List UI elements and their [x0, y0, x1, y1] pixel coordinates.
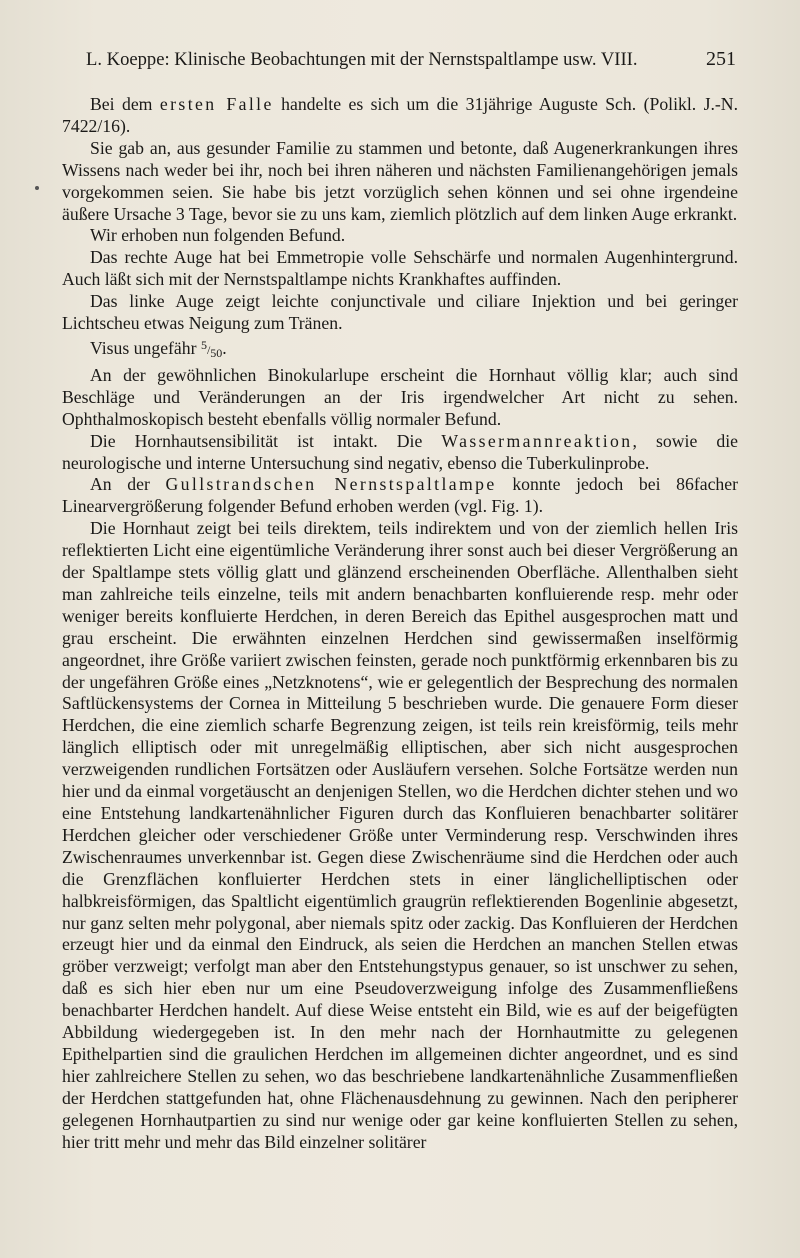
margin-mark: [35, 186, 39, 190]
text-run: .: [222, 337, 227, 358]
body-text: [62, 94, 738, 1154]
page-number: 251: [706, 48, 736, 70]
paragraph-cornea-description: Die Hornhaut zeigt bei teils direktem, teils indirektem und von der ziemlich hellen Iris reflektierten Licht eine eigentümliche Veränderung ihrer sonst auch bei dieser Vergrößerung an der Spaltlampe stets völlig glatt und glänzend erscheinenden Oberfläche. Allenthalben sieht man zahlreiche teils einzelne, teils mit andern benachbarten konfluierende resp. mehr oder weniger bereits konfluierte Herdchen, in deren Bereich das Epithel ausgesprochen matt und grau erscheint. Die erwähnten einzelnen Herdchen sind gewissermaßen inselförmig angeordnet, ihre Größe variiert zwischen feinsten, gerade noch punktförmig erkennbaren bis zu der ungefähren Größe eines „Netzknotens“, wie er gelegentlich der Besprechung des normalen Saftlückensystems der Cornea in Mitteilung 5 beschrieben wurde. Die genauere Form dieser Herdchen, die eine ziemlich scharfe Begrenzung zeigen, ist teils rein kreisförmig, teils mehr länglich elliptisch oder mit unregelmäßig elliptischen, aber sich nicht ausgesprochen verzweigenden rundlichen Fortsätzen oder Ausläufern versehen. Solche Fortsätze werden nun hier und da einmal vorgetäuscht an denjenigen Stellen, wo die Herdchen dichter stehen und wo eine Entstehung landkartenähnlicher Figuren durch das Konfluieren benachbarter solitärer Herdchen gleicher oder verschiedener Größe unter Verminderung resp. Verschwinden ihres Zwischenraumes unverkennbar ist. Gegen diese Zwischenräume sind die Herdchen oder auch die Grenzflächen konfluierter Herdchen stets in einer länglichelliptischen oder halbkreisförmigen, das Spaltlicht eigentümlich graugrün reflektierenden Bogenlinie abgesetzt, nur ganz selten mehr polygonal, aber niemals spitz oder zackig. Das Konfluieren der Herdchen erzeugt hier und da einmal den Eindruck, als seien die Herdchen an manchen Stellen etwas gröber verzweigt; verfolgt man aber den Entstehungstypus genauer, so ist unschwer zu sehen, daß es sich hier eben nur um eine Pseudoverzweigung infolge des Zusammenfließens benachbarter Herdchen handelt. Auf diese Weise entsteht ein Bild, wie es auf der beigefügten Abbildung wiedergegeben ist. In den mehr nach der Hornhautmitte zu gelegenen Epithelpartien sind die graulichen Herdchen im allgemeinen dichter angeordnet, und es sind hier zahlreichere Stellen zu sehen, wo das beschriebene landkartenähnliche Zusammenfließen der Herdchen stattgefunden hat, ohne Flächenausdehnung zu gewinnen. Nach den peripherer gelegenen Hornhautpartien zu sind nur wenige oder gar keine konfluierten Stellen zu sehen, hier tritt mehr und mehr das Bild einzelner solitärer: [62, 518, 738, 1152]
paragraph-sensibility: [62, 431, 738, 475]
paragraph-visus: [62, 335, 738, 365]
paragraph-slit-lamp: [62, 474, 738, 518]
text-run: , sowie die neurologische und interne Untersuchung sind negativ, ebenso die Tuberkulinprobe.: [62, 430, 739, 473]
spaced-emphasis: Gullstrandschen Nernstspaltlampe: [165, 474, 497, 495]
paragraph-findings-intro: Wir erhoben nun folgenden Befund.: [90, 225, 346, 246]
running-title: L. Koeppe: Klinische Beobachtungen mit der Nernstspaltlampe usw. VIII.: [86, 49, 638, 70]
fraction-numerator: 5: [200, 337, 207, 352]
spaced-emphasis: ersten Falle: [159, 94, 274, 114]
paragraph-right-eye: Das rechte Auge hat bei Emmetropie volle Sehschärfe und normalen Augenhintergrund. Auch läßt sich mit der Nernstspaltlampe nichts Krankhaftes auffinden.: [62, 247, 738, 290]
running-header: [86, 48, 736, 71]
paragraph-binocular-loupe: An der gewöhnlichen Binokularlupe erscheint die Hornhaut völlig klar; auch sind Beschläge und Veränderungen an der Iris irgendwelcher Art nicht zu sehen. Ophthalmoskopisch besteht ebenfalls völlig normaler Befund.: [62, 364, 738, 429]
visus-fraction: $^5/_{50}$: [200, 337, 223, 360]
text-run: Visus ungefähr: [90, 337, 201, 358]
fraction-denominator: 50: [210, 345, 223, 360]
spaced-emphasis: Wassermannreaktion: [441, 430, 633, 451]
paragraph-left-eye: Das linke Auge zeigt leichte conjunctivale und ciliare Injektion und bei geringer Lichtscheu etwas Neigung zum Tränen.: [62, 291, 738, 334]
text-run: Die Hornhautsensibilität ist intakt. Die: [90, 430, 442, 451]
paragraph-history: Sie gab an, aus gesunder Familie zu stammen und betonte, daß Augenerkrankungen ihres Wissens nach weder bei ihr, noch bei ihren näheren und nächsten Familienangehörigen jemals vorgekommen seien. Sie habe bis jetzt vorzüglich sehen können und sei ohne irgendeine äußere Ursache 3 Tage, bevor sie zu uns kam, ziemlich plötzlich auf dem linken Auge erkrankt.: [62, 137, 738, 224]
text-run: Bei dem: [90, 94, 160, 114]
paragraph-case-intro: [62, 94, 738, 138]
text-run: konnte jedoch bei 86facher Linearvergrößerung folgender Befund erhoben werden (vgl. Fig. 1).: [62, 474, 739, 517]
text-run: An der: [90, 474, 166, 495]
text-run: handelte es sich um die 31jährige Auguste Sch. (Polikl. J.-N. 7422/16).: [62, 94, 738, 136]
